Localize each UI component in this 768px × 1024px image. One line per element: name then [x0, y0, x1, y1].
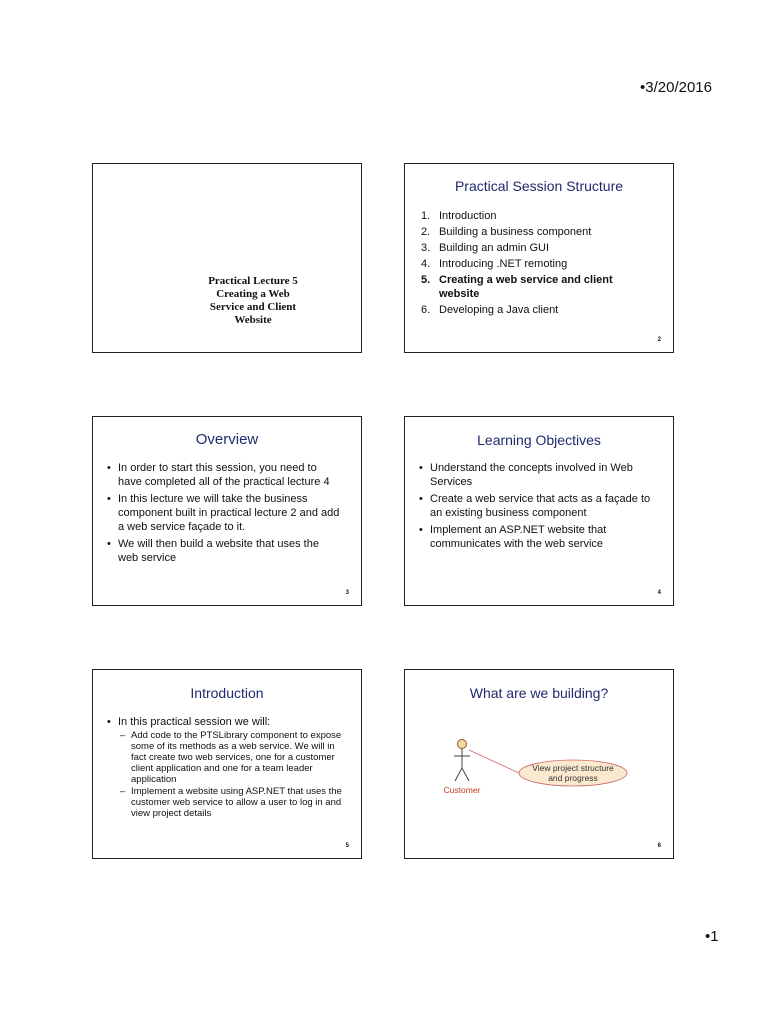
- sub-list-item: – Add code to the PTSLibrary component to expose some of its methods as a web service. We will in fact create two web services, one for a customer client application and one for a team leader application: [118, 730, 345, 785]
- actor-figure: [454, 740, 470, 782]
- slide-number: 3: [345, 590, 349, 596]
- objectives-bullets: [417, 461, 659, 554]
- list-item: • In order to start this session, you need to have completed all of the practical lecture 4: [105, 461, 341, 489]
- list-item: • In this lecture we will take the business component built in practical lecture 2 and add a web service façade to it.: [105, 492, 341, 534]
- use-case-diagram: [405, 670, 673, 858]
- slide-number: 5: [345, 843, 349, 849]
- list-item: • Understand the concepts involved in Web Services: [417, 461, 659, 489]
- actor-label: Customer: [443, 785, 481, 795]
- slide-title: Learning Objectives: [477, 432, 601, 448]
- list-item-current: 5. Creating a web service and client website: [421, 274, 613, 300]
- page-number: •1: [705, 928, 719, 945]
- use-case-label: View project structure: [532, 763, 614, 773]
- list-item: • Implement an ASP.NET website that communicates with the web service: [417, 523, 659, 551]
- slide-learning-objectives: [404, 416, 674, 606]
- slide-title: Introduction: [190, 685, 264, 701]
- overview-bullets: [105, 461, 341, 568]
- page-date: •3/20/2016: [640, 79, 712, 96]
- list-item: • We will then build a website that uses the web service: [105, 537, 341, 565]
- introduction-bullets: [105, 715, 345, 822]
- list-item: • Create a web service that acts as a façade to an existing business component: [417, 492, 659, 520]
- lecture-title-line: Practical Lecture 5: [208, 275, 298, 287]
- slide-overview: [92, 416, 362, 606]
- slide-title: Practical Session Structure: [454, 178, 624, 194]
- sub-bullets: [118, 730, 345, 819]
- list-item: 6. Developing a Java client: [421, 304, 559, 316]
- slide-title: What are we building?: [469, 685, 609, 701]
- slide-what-are-we-building: [404, 669, 674, 859]
- lecture-title-line: Creating a Web: [216, 288, 290, 300]
- sub-list-item: – Implement a website using ASP.NET that uses the customer web service to allow a user to log in and view project details: [118, 786, 345, 819]
- list-item: 2. Building a business component: [421, 226, 592, 238]
- lecture-title: [177, 275, 329, 327]
- lecture-title-line: Service and Client: [209, 301, 297, 313]
- use-case-label: and progress: [548, 773, 598, 783]
- slide-number: 4: [657, 590, 661, 596]
- lecture-title-line: Website: [234, 314, 272, 326]
- list-item: 1. Introduction: [421, 210, 497, 222]
- list-item: 3. Building an admin GUI: [421, 242, 550, 254]
- slide-number: 2: [657, 337, 661, 343]
- session-list: [421, 209, 663, 319]
- association-line: [469, 750, 519, 773]
- list-item: • In this practical session we will: – Add code to the PTSLibrary component to expose some of its methods as a web service. We will in fact create two web services, one for a customer client application and one for a team leader application – Implement a website using ASP.NET that uses the customer web service to allow a user to log in and view project details: [105, 715, 345, 819]
- slide-introduction: [92, 669, 362, 859]
- slide-title-card: [92, 163, 362, 353]
- slide-title: Overview: [195, 431, 259, 448]
- slide-session-structure: [404, 163, 674, 353]
- slide-number: 6: [657, 843, 661, 849]
- list-item: 4. Introducing .NET remoting: [421, 258, 568, 270]
